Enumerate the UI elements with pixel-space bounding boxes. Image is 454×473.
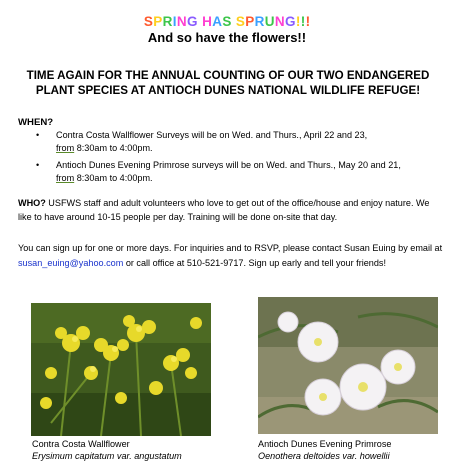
banner-title bbox=[0, 14, 454, 30]
banner-letter: ! bbox=[300, 14, 306, 29]
signup-text-before: You can sign up for one or more days. For inquiries and to RSVP, please contact Susan Euing by email at bbox=[18, 243, 443, 253]
bullet-icon: • bbox=[36, 130, 40, 140]
banner-letter: G bbox=[285, 14, 296, 29]
banner-subtitle: And so have the flowers!! bbox=[147, 30, 307, 45]
caption-scientific-name: Oenothera deltoides var. howellii bbox=[258, 451, 390, 461]
who-paragraph bbox=[18, 196, 442, 224]
when-item-time: 8:30am to 4:00pm. bbox=[74, 143, 153, 153]
banner-letter: U bbox=[264, 14, 275, 29]
headline: TIME AGAIN FOR THE ANNUAL COUNTING OF OUR TWO ENDANGERED PLANT SPECIES AT ANTIOCH DUNES NATIONAL WILDLIFE REFUGE! bbox=[26, 69, 430, 97]
who-text: USFWS staff and adult volunteers who love to get out of the office/house and enjoy nature. We like to have around 10-15 people per day. Training will be done on-site that day. bbox=[18, 198, 430, 222]
when-list bbox=[18, 129, 438, 189]
banner-letter: G bbox=[187, 14, 198, 29]
when-item-text: Contra Costa Wallflower Surveys will be on Wed. and Thurs., April 22 and 23, bbox=[56, 130, 368, 140]
banner-letter: A bbox=[212, 14, 222, 29]
signup-text-after: or call office at 510-521-9717. Sign up early and tell your friends! bbox=[123, 258, 386, 268]
bullet-icon: • bbox=[36, 160, 40, 170]
banner-letter: S bbox=[222, 14, 232, 29]
list-item bbox=[18, 129, 438, 155]
banner-letter: ! bbox=[295, 14, 301, 29]
caption-scientific-name: Erysimum capitatum var. angustatum bbox=[32, 451, 182, 461]
banner-letter: S bbox=[143, 14, 153, 29]
signup-paragraph bbox=[18, 241, 446, 271]
list-item bbox=[18, 159, 438, 185]
banner-letter: N bbox=[176, 14, 187, 29]
banner-letter: R bbox=[254, 14, 265, 29]
banner-letter: N bbox=[274, 14, 285, 29]
when-item-from: from bbox=[56, 173, 75, 183]
caption-common-name: Contra Costa Wallflower bbox=[32, 439, 130, 449]
caption-common-name: Antioch Dunes Evening Primrose bbox=[258, 439, 392, 449]
white-primrose-photo bbox=[258, 297, 438, 434]
who-label: WHO? bbox=[18, 198, 46, 208]
when-item-time: 8:30am to 4:00pm. bbox=[74, 173, 153, 183]
email-link[interactable]: susan_euing@yahoo.com bbox=[18, 258, 124, 268]
caption-left bbox=[32, 438, 182, 462]
banner-letter: I bbox=[172, 14, 177, 29]
when-item-text: Antioch Dunes Evening Primrose surveys will be on Wed. and Thurs., May 20 and 21, bbox=[56, 160, 401, 170]
banner-letter: P bbox=[153, 14, 163, 29]
banner-letter: P bbox=[245, 14, 255, 29]
banner-letter: ! bbox=[305, 14, 311, 29]
banner-letter: R bbox=[162, 14, 173, 29]
when-label: WHEN? bbox=[18, 117, 54, 128]
yellow-wallflower-photo bbox=[31, 303, 211, 436]
banner-letter: H bbox=[202, 14, 212, 29]
caption-right bbox=[258, 438, 391, 462]
when-item-from: from bbox=[56, 143, 75, 153]
banner-letter: S bbox=[235, 14, 245, 29]
